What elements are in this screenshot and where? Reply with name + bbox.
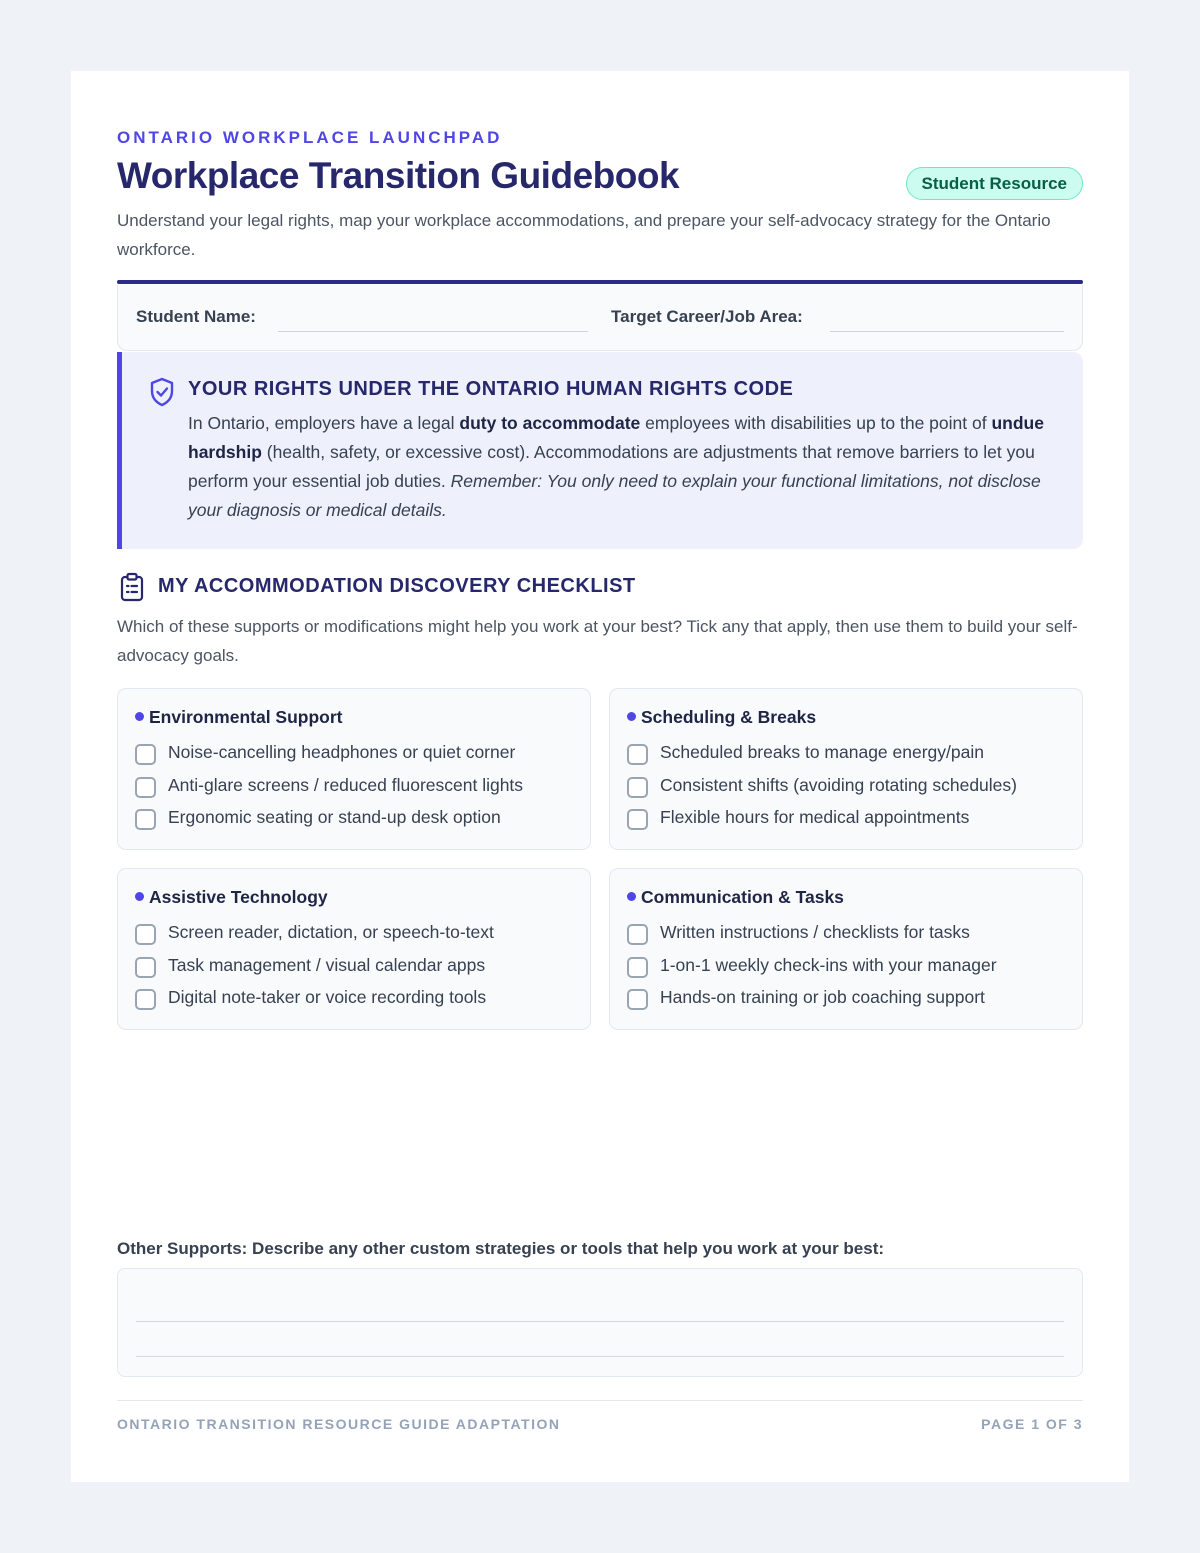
rights-bold-duty: duty to accommodate [459, 413, 641, 433]
checkbox[interactable] [135, 989, 156, 1010]
checkbox[interactable] [627, 924, 648, 945]
checklist-description: Which of these supports or modifications might help you work at your best? Tick any that apply, then use them to build your self-advocacy goals. [117, 617, 1078, 665]
footer-title: ONTARIO TRANSITION RESOURCE GUIDE ADAPTATION [117, 1416, 561, 1432]
checklist-item-label: Task management / visual calendar apps [168, 955, 486, 975]
card-scheduling-breaks [609, 688, 1083, 850]
card-heading-label: Environmental Support [149, 707, 343, 727]
target-career-field[interactable] [830, 331, 1064, 332]
student-info-box [117, 285, 1083, 351]
writing-line [136, 1356, 1064, 1357]
eyebrow-label: ONTARIO WORKPLACE LAUNCHPAD [117, 128, 503, 147]
checklist-item-label: Screen reader, dictation, or speech-to-text [168, 922, 494, 942]
writing-line [136, 1321, 1064, 1322]
card-heading [627, 707, 816, 728]
footer-divider [117, 1400, 1083, 1401]
checkbox[interactable] [627, 744, 648, 765]
rights-text-1: In Ontario, employers have a legal [188, 413, 460, 433]
student-name-field[interactable] [278, 331, 588, 332]
rights-body [188, 409, 1068, 525]
checkbox[interactable] [135, 957, 156, 978]
checkbox[interactable] [135, 809, 156, 830]
checkbox[interactable] [627, 777, 648, 798]
other-supports-textarea[interactable] [117, 1268, 1083, 1377]
student-name-label: Student Name: [136, 307, 256, 326]
rights-reminder: Remember: You only need to explain your functional limitations, not disclose your diagnosis or medical details. [188, 471, 1041, 520]
card-heading-label: Communication & Tasks [641, 887, 844, 907]
header-divider [117, 280, 1083, 284]
rights-text-3: (health, safety, or excessive cost). Accommodations are adjustments that remove barriers to let you perform your essential job duties. [188, 442, 1035, 491]
page-title: Workplace Transition Guidebook [117, 155, 680, 196]
bullet-dot-icon [627, 892, 636, 901]
checkbox[interactable] [627, 809, 648, 830]
page-subtitle: Understand your legal rights, map your workplace accommodations, and prepare your self-advocacy strategy for the Ontario workforce. [117, 211, 1051, 259]
card-heading-label: Assistive Technology [149, 887, 328, 907]
shield-check-icon [149, 377, 175, 407]
card-environmental-support [117, 688, 591, 850]
card-heading [135, 887, 328, 908]
bullet-dot-icon [135, 892, 144, 901]
card-heading-label: Scheduling & Breaks [641, 707, 817, 727]
bullet-dot-icon [627, 712, 636, 721]
checklist-item-label: Hands-on training or job coaching support [660, 987, 985, 1007]
checklist-item-label: 1-on-1 weekly check-ins with your manager [660, 955, 997, 975]
other-supports-label: Other Supports: Describe any other custom strategies or tools that help you work at your best: [117, 1239, 885, 1258]
rights-callout [117, 352, 1083, 549]
target-career-label: Target Career/Job Area: [611, 307, 803, 326]
checkbox[interactable] [135, 777, 156, 798]
card-communication-tasks [609, 868, 1083, 1030]
checkbox[interactable] [627, 957, 648, 978]
checklist-item-label: Ergonomic seating or stand-up desk option [168, 807, 501, 827]
rights-text-2: employees with disabilities up to the point of [640, 413, 992, 433]
checkbox[interactable] [135, 924, 156, 945]
page-number: PAGE 1 OF 3 [981, 1416, 1083, 1432]
rights-bold-hardship: undue hardship [188, 413, 1044, 462]
checklist-item-label: Anti-glare screens / reduced fluorescent lights [168, 775, 524, 795]
bullet-dot-icon [135, 712, 144, 721]
checklist-title: MY ACCOMMODATION DISCOVERY CHECKLIST [158, 575, 636, 597]
checklist-item-label: Noise-cancelling headphones or quiet corner [168, 742, 516, 762]
checklist-item-label: Digital note-taker or voice recording tools [168, 987, 487, 1007]
checklist-item-label: Flexible hours for medical appointments [660, 807, 970, 827]
card-heading [135, 707, 342, 728]
card-assistive-technology [117, 868, 591, 1030]
checklist-item-label: Scheduled breaks to manage energy/pain [660, 742, 984, 762]
checklist-item-label: Consistent shifts (avoiding rotating schedules) [660, 775, 1017, 795]
guidebook-page [71, 71, 1129, 1482]
card-heading [627, 887, 844, 908]
rights-title: YOUR RIGHTS UNDER THE ONTARIO HUMAN RIGHTS CODE [188, 378, 794, 400]
checklist-item-label: Written instructions / checklists for tasks [660, 922, 970, 942]
clipboard-list-icon [119, 572, 145, 602]
checkbox[interactable] [627, 989, 648, 1010]
student-resource-badge: Student Resource [906, 167, 1083, 200]
checkbox[interactable] [135, 744, 156, 765]
